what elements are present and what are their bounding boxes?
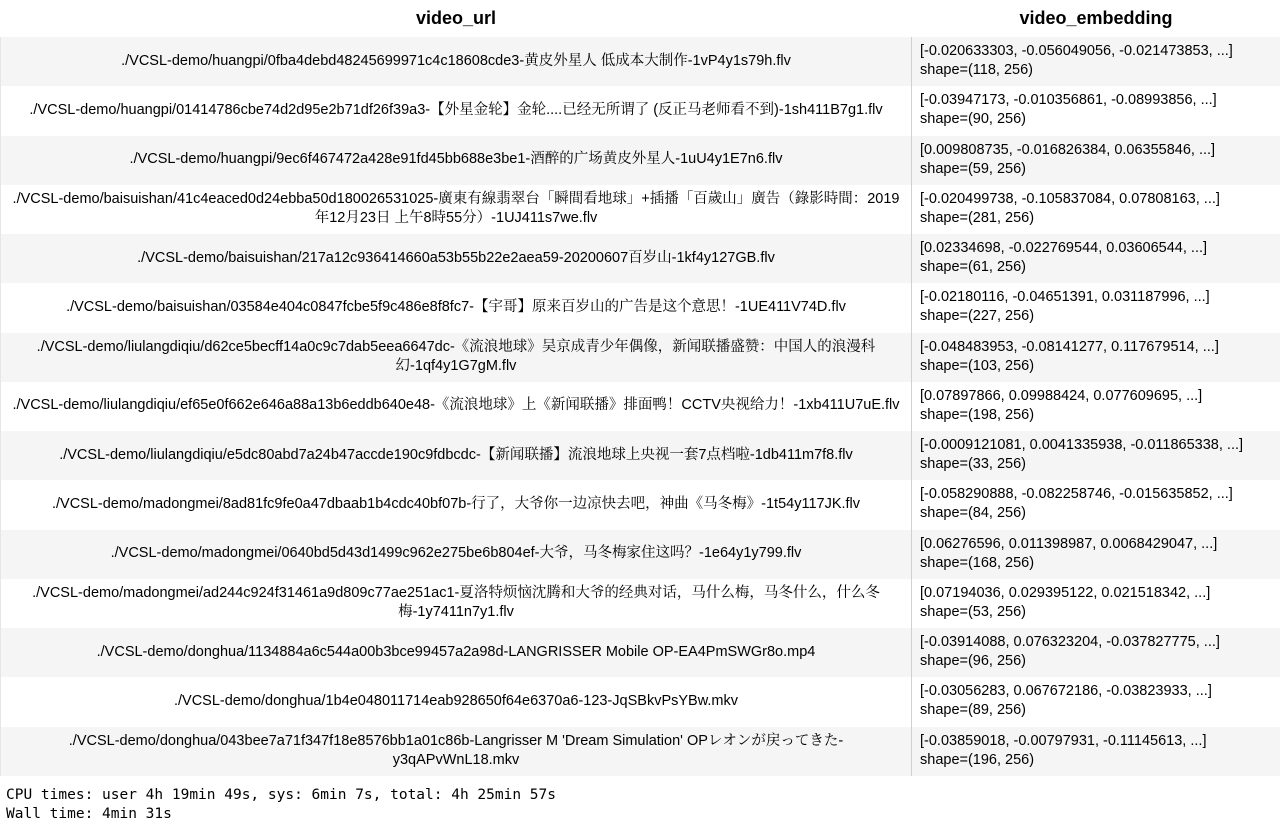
table-row	[1, 628, 1280, 677]
embedding-shape: shape=(61, 256)	[920, 259, 1027, 276]
table-header-row	[1, 0, 1280, 37]
video-url-cell: ./VCSL-demo/donghua/043bee7a71f347f18e8576bb1a01c86b-Langrisser M 'Dream Simulation' OPレオンが戻ってきた-y3qAPvWnL18.mkv	[1, 727, 912, 776]
embedding-values: [-0.02180116, -0.04651391, 0.031187996, ...]	[920, 289, 1210, 306]
embedding-values: [0.009808735, -0.016826384, 0.06355846, ...]	[920, 141, 1216, 158]
table-body	[1, 37, 1280, 776]
embedding-shape: shape=(89, 256)	[920, 702, 1027, 719]
video-embedding-cell	[912, 382, 1280, 431]
embedding-values: [0.06276596, 0.011398987, 0.0068429047, ...]	[920, 535, 1218, 552]
embedding-shape: shape=(90, 256)	[920, 111, 1027, 128]
table-row	[1, 431, 1280, 480]
embedding-values: [-0.0009121081, 0.0041335938, -0.011865338, ...]	[920, 437, 1244, 453]
video-url-cell: ./VCSL-demo/baisuishan/217a12c936414660a53b55b22e2aea59-20200607百岁山-1kf4y127GB.flv	[1, 234, 912, 283]
table-row	[1, 283, 1280, 332]
embedding-values: [-0.020499738, -0.105837084, 0.07808163, ...]	[920, 190, 1220, 207]
embedding-shape: shape=(84, 256)	[920, 505, 1027, 522]
column-header-video-embedding: video_embedding	[912, 0, 1280, 37]
embedding-values: [0.02334698, -0.022769544, 0.03606544, ...]	[920, 240, 1208, 256]
table-row	[1, 333, 1280, 382]
embedding-values: [-0.058290888, -0.082258746, -0.015635852, ...]	[920, 486, 1233, 503]
embedding-values: [-0.03056283, 0.067672186, -0.03823933, ...]	[920, 683, 1212, 700]
video-embedding-cell	[912, 333, 1280, 382]
video-url-cell: ./VCSL-demo/madongmei/ad244c924f31461a9d809c77ae251ac1-夏洛特烦恼沈腾和大爷的经典对话，马什么梅，马冬什么，什么冬梅-1y7411n7y1.flv	[1, 579, 912, 628]
embedding-shape: shape=(198, 256)	[920, 406, 1035, 423]
video-url-cell: ./VCSL-demo/donghua/1b4e048011714eab928650f64e6370a6-123-JqSBkvPsYBw.mkv	[1, 677, 912, 726]
video-url-cell: ./VCSL-demo/madongmei/8ad81fc9fe0a47dbaab1b4cdc40bf07b-行了，大爷你一边凉快去吧，神曲《马冬梅》-1t54y117JK.flv	[1, 480, 912, 529]
video-embedding-cell	[912, 185, 1280, 234]
embedding-values: [0.07897866, 0.09988424, 0.077609695, ...]	[920, 387, 1203, 404]
table-row	[1, 37, 1280, 86]
video-url-cell: ./VCSL-demo/liulangdiqiu/e5dc80abd7a24b47accde190c9fdbcdc-【新闻联播】流浪地球上央视一套7点档啦-1db411m7f8.flv	[1, 431, 912, 480]
video-embedding-cell	[912, 283, 1280, 332]
video-embedding-cell	[912, 37, 1280, 86]
embedding-shape: shape=(118, 256)	[920, 62, 1033, 79]
embedding-values: [-0.020633303, -0.056049056, -0.021473853, ...]	[920, 43, 1233, 59]
video-embedding-cell	[912, 727, 1280, 776]
embedding-shape: shape=(227, 256)	[920, 308, 1035, 325]
table-row	[1, 86, 1280, 135]
cell-output	[0, 776, 1280, 824]
embedding-shape: shape=(281, 256)	[920, 209, 1035, 226]
table-row	[1, 234, 1280, 283]
table-row	[1, 677, 1280, 726]
embedding-shape: shape=(96, 256)	[920, 653, 1027, 670]
video-embedding-cell	[912, 579, 1280, 628]
video-url-cell: ./VCSL-demo/baisuishan/03584e404c0847fcbe5f9c486e8f8fc7-【宇哥】原来百岁山的广告是这个意思！-1UE411V74D.flv	[1, 283, 912, 332]
embedding-shape: shape=(168, 256)	[920, 554, 1035, 571]
embedding-shape: shape=(53, 256)	[920, 603, 1027, 620]
video-url-cell: ./VCSL-demo/huangpi/0fba4debd48245699971c4c18608cde3-黄皮外星人 低成本大制作-1vP4y1s79h.flv	[1, 37, 912, 86]
video-url-cell: ./VCSL-demo/donghua/1134884a6c544a00b3bce99457a2a98d-LANGRISSER Mobile OP-EA4PmSWGr8o.mp4	[1, 628, 912, 677]
embedding-shape: shape=(196, 256)	[920, 751, 1035, 768]
video-url-cell: ./VCSL-demo/baisuishan/41c4eaced0d24ebba50d180026531025-廣東有線翡翠台「瞬間看地球」+插播「百歲山」廣告（錄影時間：2019年12月23日 上午8時55分）-1UJ411s7we.flv	[1, 185, 912, 234]
cpu-times-text: CPU times: user 4h 19min 49s, sys: 6min 7s, total: 4h 25min 57s	[6, 786, 556, 803]
video-url-cell: ./VCSL-demo/huangpi/01414786cbe74d2d95e2b71df26f39a3-【外星金轮】金轮....已经无所谓了 (反正马老师看不到)-1sh411B7g1.flv	[1, 86, 912, 135]
video-embedding-cell	[912, 480, 1280, 529]
video-url-cell: ./VCSL-demo/liulangdiqiu/ef65e0f662e646a88a13b6eddb640e48-《流浪地球》上《新闻联播》排面鸭！CCTV央视给力！-1xb411U7uE.flv	[1, 382, 912, 431]
video-embedding-cell	[912, 628, 1280, 677]
embedding-values: [-0.048483953, -0.08141277, 0.117679514, ...]	[920, 338, 1219, 355]
video-embedding-cell	[912, 86, 1280, 135]
wall-time-text: Wall time: 4min 31s	[6, 805, 172, 822]
video-embedding-cell	[912, 431, 1280, 480]
embedding-shape: shape=(103, 256)	[920, 357, 1035, 374]
table-row	[1, 382, 1280, 431]
embedding-values: [-0.03947173, -0.010356861, -0.08993856, ...]	[920, 92, 1217, 109]
table-row	[1, 185, 1280, 234]
embedding-values: [-0.03859018, -0.00797931, -0.11145613, ...]	[920, 732, 1207, 749]
embedding-shape: shape=(59, 256)	[920, 160, 1027, 177]
video-url-cell: ./VCSL-demo/madongmei/0640bd5d43d1499c962e275be6b804ef-大爷，马冬梅家住这吗？-1e64y1y799.flv	[1, 530, 912, 579]
table-row	[1, 579, 1280, 628]
embedding-values: [0.07194036, 0.029395122, 0.021518342, ...]	[920, 584, 1211, 601]
video-embedding-cell	[912, 234, 1280, 283]
video-embedding-cell	[912, 677, 1280, 726]
video-embedding-cell	[912, 530, 1280, 579]
table-row	[1, 727, 1280, 776]
table-row	[1, 136, 1280, 185]
embedding-values: [-0.03914088, 0.076323204, -0.037827775, ...]	[920, 634, 1220, 650]
table-row	[1, 530, 1280, 579]
table-row	[1, 480, 1280, 529]
video-embedding-cell	[912, 136, 1280, 185]
video-url-cell: ./VCSL-demo/liulangdiqiu/d62ce5becff14a0c9c7dab5eea6647dc-《流浪地球》吴京成青少年偶像，新闻联播盛赞：中国人的浪漫科幻-1qf4y1G7gM.flv	[1, 333, 912, 382]
video-url-cell: ./VCSL-demo/huangpi/9ec6f467472a428e91fd45bb688e3be1-酒醉的广场黄皮外星人-1uU4y1E7n6.flv	[1, 136, 912, 185]
column-header-video-url: video_url	[1, 0, 912, 37]
embedding-shape: shape=(33, 256)	[920, 456, 1027, 473]
